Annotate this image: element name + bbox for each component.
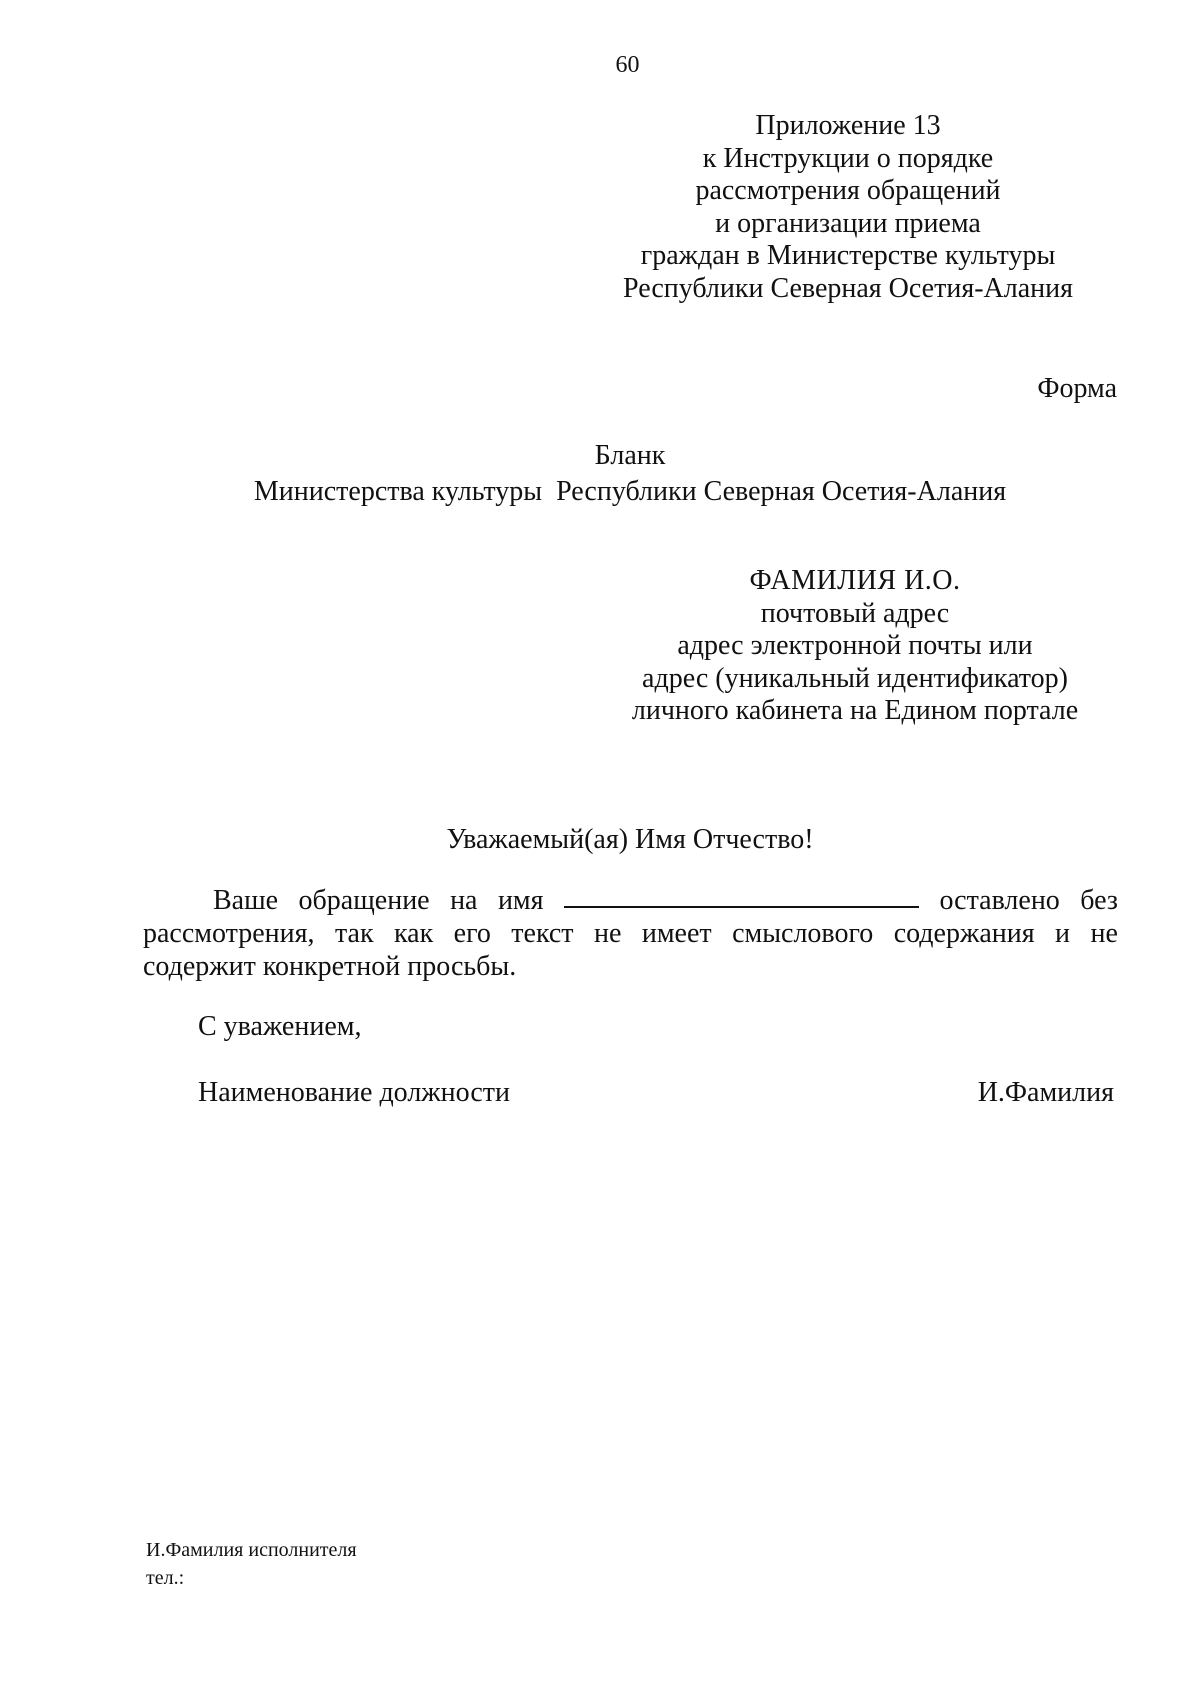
appendix-line: Приложение 13 (755, 110, 941, 141)
body-word: рассмотрения, (143, 918, 315, 949)
body-word: обращение (298, 885, 430, 916)
page-number: 60 (615, 52, 640, 78)
recipient-block (595, 565, 1115, 728)
appendix-line: граждан в Министерстве культуры (640, 240, 1056, 271)
name-blank-field (564, 884, 919, 908)
form-label: Форма (1037, 373, 1117, 404)
body-word: смыслового (732, 918, 874, 949)
body-word: имя (497, 885, 544, 916)
letter-body (143, 884, 1118, 983)
body-word: на (450, 885, 478, 916)
recipient-address-line: адрес (уникальный идентификатор) (642, 662, 1068, 694)
recipient-address-line: адрес электронной почты или (677, 630, 1033, 661)
closing-regards: С уважением, (198, 1011, 362, 1042)
appendix-header (598, 110, 1098, 305)
executor-phone: тел.: (146, 1567, 185, 1589)
letterhead-title: Бланк (594, 440, 666, 471)
recipient-name: ФАМИЛИЯ И.О. (749, 565, 961, 596)
appendix-line: Республики Северная Осетия-Алания (623, 272, 1073, 304)
letterhead-organization: Министерства культуры Республики Северная Осетия-Алания (253, 476, 1007, 507)
body-word: как (393, 918, 434, 949)
signer-position: Наименование должности (198, 1077, 510, 1108)
body-word: Ваше (213, 885, 279, 916)
executor-info (146, 1536, 357, 1592)
body-word: его (453, 918, 491, 949)
signer-name: И.Фамилия (977, 1077, 1114, 1108)
body-word: не (593, 918, 622, 949)
executor-name: И.Фамилия исполнителя (146, 1539, 357, 1561)
body-word: не (1090, 918, 1118, 949)
appendix-line: и организации приема (715, 207, 981, 239)
body-line-1 (143, 884, 1118, 917)
body-word: имеет (641, 918, 712, 949)
body-word: без (1080, 885, 1118, 916)
body-word: оставлено (939, 885, 1060, 916)
greeting: Уважаемый(ая) Имя Отчество! (446, 824, 814, 855)
body-word: и (1055, 918, 1071, 949)
letterhead (130, 438, 1130, 510)
body-line-3: содержит конкретной просьбы. (143, 951, 517, 982)
body-line-2 (143, 917, 1118, 950)
appendix-line: рассмотрения обращений (695, 175, 1001, 206)
recipient-address-line: почтовый адрес (760, 597, 950, 629)
body-word: текст (511, 918, 574, 949)
recipient-address-line: личного кабинета на Едином портале (631, 695, 1079, 726)
body-word: содержания (893, 918, 1035, 949)
body-word: так (334, 918, 374, 949)
appendix-line: к Инструкции о порядке (702, 142, 994, 174)
